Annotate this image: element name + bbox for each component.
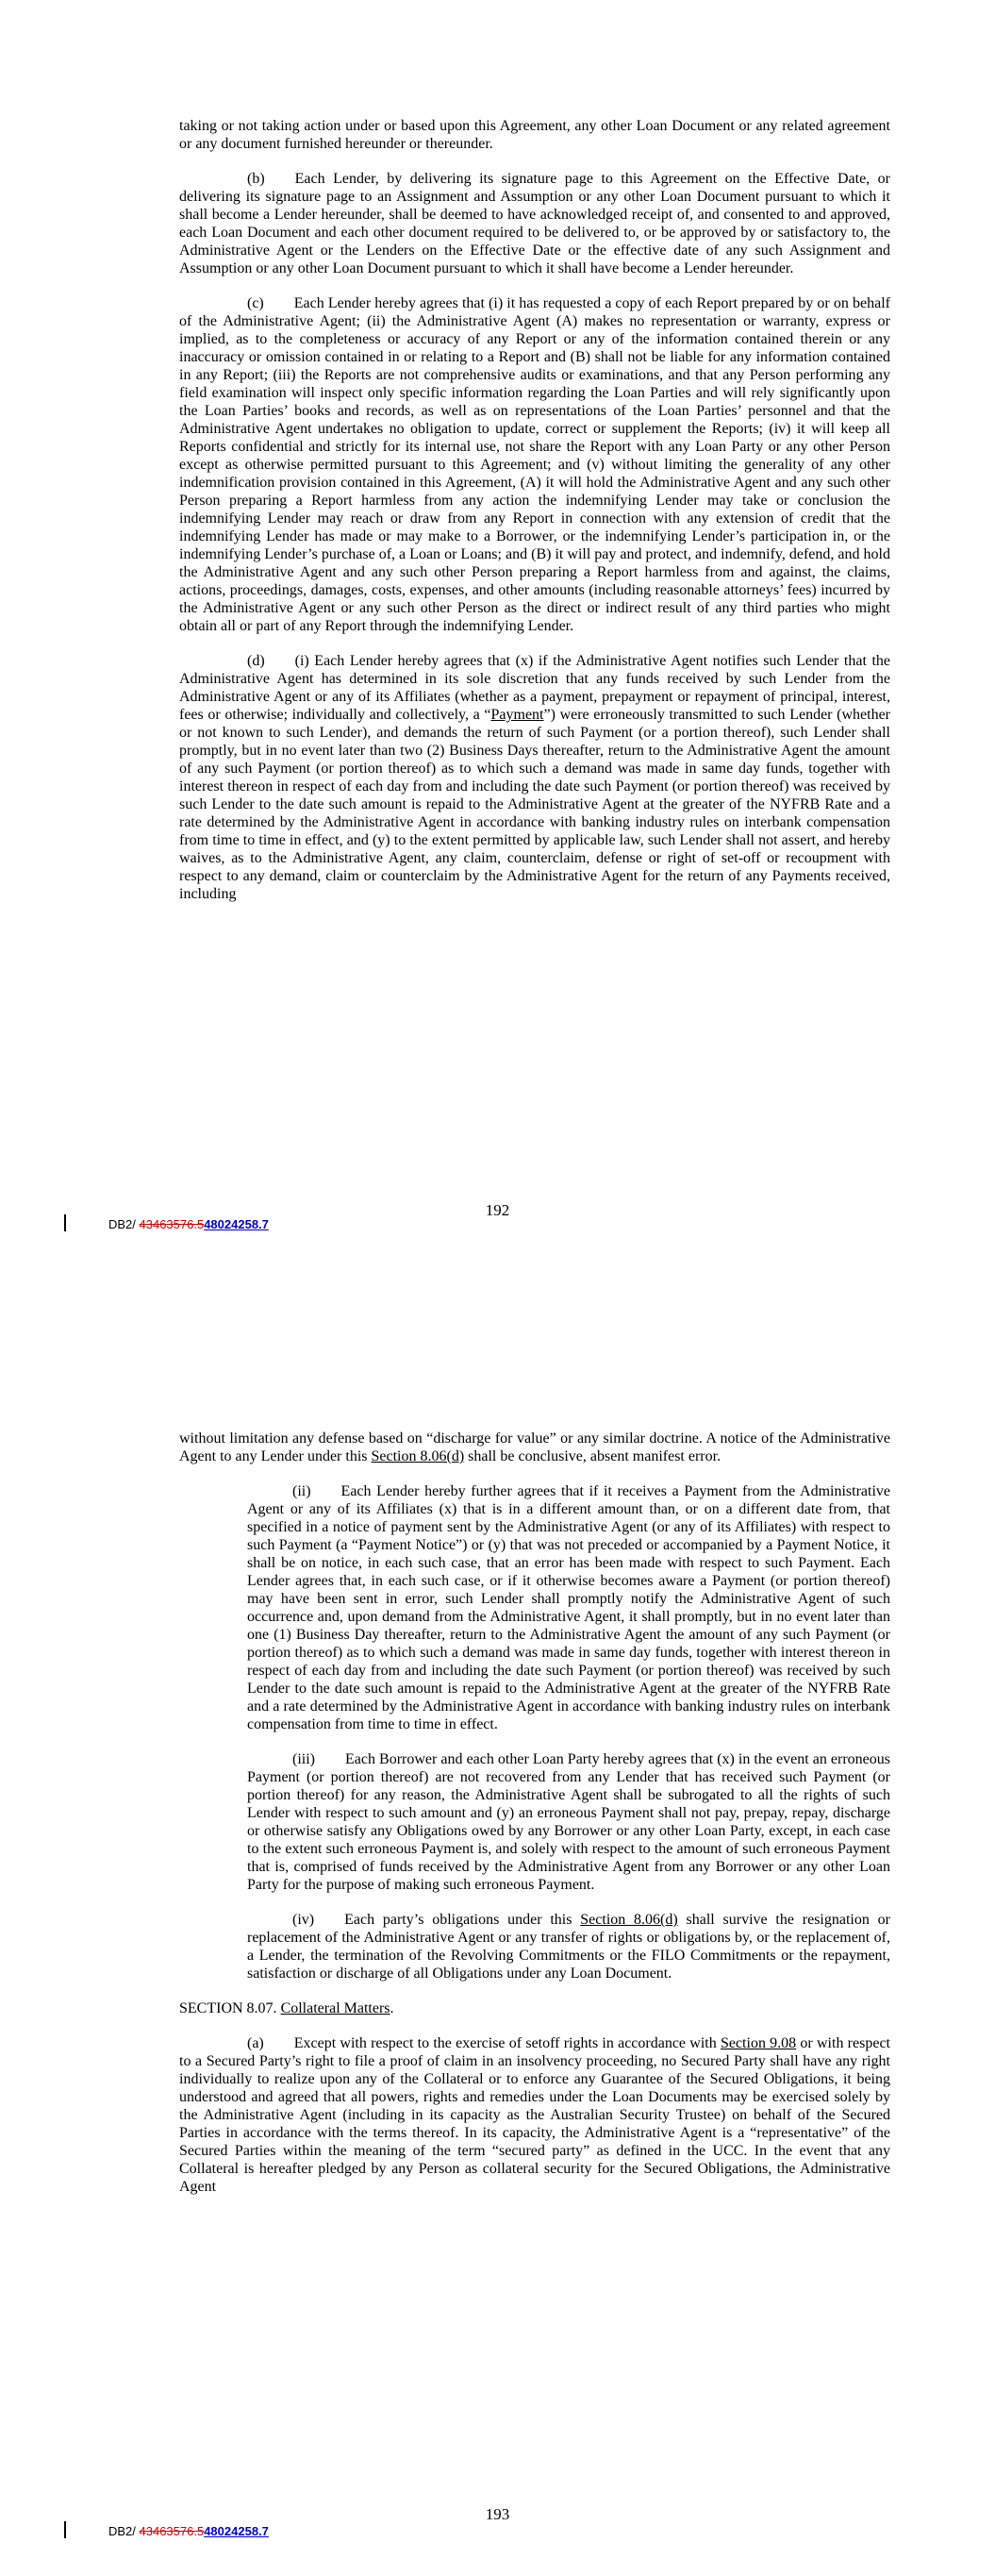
section-ref-link: Section 8.06(d) <box>580 1912 678 1928</box>
footer-deleted-id: 43463576.5 <box>139 2524 205 2538</box>
document-footer-id <box>108 1217 269 1231</box>
section-heading-suffix: . <box>390 2000 394 2016</box>
paragraph-iv <box>247 1911 890 1982</box>
section-ref-link: Section 8.06(d) <box>371 1448 465 1464</box>
page-number: 193 <box>485 2505 510 2523</box>
paragraph-d-text-1: (d) (i) Each Lender hereby agrees that (x) if the Administrative Agent notifies such Lender that the Administrative Agent has determined in its sole discretion that any funds received by such Lender from the Administrative Agent or any of its Affiliates (whether as a payment, prepayment or repayment of principal, interest, fees or otherwise; individually and collectively, a “ <box>179 653 890 723</box>
paragraph-continuation <box>179 1430 890 1465</box>
change-bar <box>64 2521 66 2538</box>
section-title: Collateral Matters <box>280 2000 390 2016</box>
page-body <box>179 117 890 920</box>
section-heading <box>179 1999 890 2017</box>
paragraph-b: (b) Each Lender, by delivering its signature page to this Agreement on the Effective Date, or delivering its signature page to an Assignment and Assumption or any other Loan Document pursuant to which it shall become a Lender hereunder, shall be deemed to have acknowledged receipt of, and consented to and approved, each Loan Document and each other document required to be delivered to, or be approved by or satisfactory to, the Administrative Agent or the Lenders on the Effective Date or the effective date of any such Assignment and Assumption or any other Loan Document pursuant to which it shall have become a Lender hereunder. <box>179 171 890 276</box>
section-ref-link: Section 9.08 <box>720 2035 797 2051</box>
paragraph-d <box>179 652 890 903</box>
paragraph-ii: (ii) Each Lender hereby further agrees that if it receives a Payment from the Administrative Agent or any of its Affiliates (x) that is in a different amount than, or on a different date from, that specified in a notice of payment sent by the Administrative Agent (or any of its Affiliates) with respect to such Payment (a “Payment Notice”) or (y) that was not preceded or accompanied by a Payment Notice, it shall be on notice, in each such case, that an error has been made with respect to such Payment. Each Lender agrees that, in each such case, or if it otherwise becomes aware a Payment (or portion thereof) may have been sent in error, such Lender shall promptly notify the Administrative Agent of such occurrence and, upon demand from the Administrative Agent, it shall promptly, but in no event later than one (1) Business Day thereafter, return to the Administrative Agent the amount of any such Payment (or portion thereof) as to which such a demand was made in same day funds, together with interest thereon in respect of each day from and including the date such Payment (or portion thereof) was received by such Lender to the date such amount is repaid to the Administrative Agent at the greater of the NYFRB Rate and a rate determined by the Administrative Agent in accordance with banking industry rules on interbank compensation from time to time in effect. <box>247 1483 890 1732</box>
footer-prefix: DB2/ <box>108 2524 140 2538</box>
change-bar <box>64 1214 66 1231</box>
paragraph-a-text-1: (a) Except with respect to the exercise of setoff rights in accordance with <box>247 2035 721 2051</box>
footer-prefix: DB2/ <box>108 1217 140 1231</box>
paragraph-a-text-2: or with respect to a Secured Party’s right to file a proof of claim in an insolvency proceeding, no Secured Party shall have any right individually to realize upon any of the Collateral or to enforce any Guarantee of the Secured Obligations, it being understood and agreed that all powers, rights and remedies under the Loan Documents may be exercised solely by the Administrative Agent (including in its capacity as the Australian Security Trustee) on behalf of the Secured Parties in accordance with the terms thereof. In its capacity, the Administrative Agent is a “representative” of the Secured Parties within the meaning of the term “secured party” as defined in the UCC. In the event that any Collateral is hereafter pledged by any Person as collateral security for the Secured Obligations, the Administrative Agent <box>179 2035 890 2195</box>
paragraph-d-text-2: ”) were erroneously transmitted to such Lender (whether or not known to such Lender), and demands the return of such Payment (or a portion thereof), such Lender shall promptly, but in no event later than two (2) Business Days thereafter, return to the Administrative Agent the amount of any such Payment (or portion thereof) as to which such a demand was made in same day funds, together with interest thereon in respect of each day from and including the date such Payment (or portion thereof) was received by such Lender to the date such amount is repaid to the Administrative Agent at the greater of the NYFRB Rate and a rate determined by the Administrative Agent in accordance with banking industry rules on interbank compensation from time to time in effect, and (y) to the extent permitted by applicable law, such Lender shall not assert, and hereby waives, as to the Administrative Agent, any claim, counterclaim, defense or right of set-off or recoupment with respect to any demand, claim or counterclaim by the Administrative Agent for the return of any Payments received, including <box>179 707 891 902</box>
document-footer-id <box>108 2524 269 2538</box>
paragraph-a <box>179 2034 890 2196</box>
paragraph-continuation: taking or not taking action under or based upon this Agreement, any other Loan Document or any related agreement or any document furnished hereunder or thereunder. <box>179 118 890 152</box>
footer-inserted-id: 48024258.7 <box>204 1217 269 1231</box>
document-page-192 <box>0 0 995 1250</box>
page-number: 192 <box>485 1201 510 1219</box>
section-number: SECTION 8.07. <box>179 2000 281 2016</box>
continuation-text-2: shall be conclusive, absent manifest error. <box>464 1448 721 1464</box>
document-page-193 <box>0 1250 995 2576</box>
paragraph-iv-text-2: shall survive the resignation or replacement of the Administrative Agent or any transfer of rights or obligations by, or the replacement of, a Lender, the termination of the Revolving Commitments or the FILO Commitments or the repayment, satisfaction or discharge of all Obligations under any Loan Document. <box>247 1912 890 1982</box>
page-body <box>179 1430 890 2213</box>
footer-deleted-id: 43463576.5 <box>139 1217 205 1231</box>
continuation-text-1: without limitation any defense based on “discharge for value” or any similar doctrine. A notice of the Administrative Agent to any Lender under this <box>179 1430 890 1464</box>
defined-term-payment: Payment <box>490 707 544 723</box>
paragraph-iv-text-1: (iv) Each party’s obligations under this <box>292 1912 581 1928</box>
footer-inserted-id: 48024258.7 <box>204 2524 269 2538</box>
paragraph-c: (c) Each Lender hereby agrees that (i) it has requested a copy of each Report prepared by or on behalf of the Administrative Agent; (ii) the Administrative Agent (A) makes no representation or warranty, express or implied, as to the completeness or accuracy of any Report or any of the information contained therein or any inaccuracy or omission contained in or relating to a Report and (B) shall not be liable for any information contained in any Report; (iii) the Reports are not comprehensive audits or examinations, and that any Person performing any field examination will inspect only specific information regarding the Loan Parties and will rely significantly upon the Loan Parties’ books and records, as well as on representations of the Loan Parties’ personnel and that the Administrative Agent undertakes no obligation to update, correct or supplement the Reports; (iv) it will keep all Reports confidential and strictly for its internal use, not share the Report with any Loan Party or any other Person except as otherwise permitted pursuant to this Agreement; and (v) without limiting the generality of any other indemnification provision contained in this Agreement, (A) it will hold the Administrative Agent and any such other Person preparing a Report harmless from any action the indemnifying Lender may take or conclusion the indemnifying Lender may reach or draw from any Report in connection with any extension of credit that the indemnifying Lender has made or may make to a Borrower, or the indemnifying Lender’s participation in, or the indemnifying Lender’s purchase of, a Loan or Loans; and (B) it will pay and protect, and indemnify, defend, and hold the Administrative Agent and any such other Person preparing a Report harmless from and against, the claims, actions, proceedings, damages, costs, expenses, and other amounts (including reasonable attorneys’ fees) incurred by the Administrative Agent or any such other Person as the direct or indirect result of any third parties who might obtain all or part of any Report through the indemnifying Lender. <box>179 295 890 634</box>
paragraph-iii: (iii) Each Borrower and each other Loan Party hereby agrees that (x) in the event an erroneous Payment (or portion thereof) are not recovered from any Lender that has received such Payment (or portion thereof) for any reason, the Administrative Agent shall be subrogated to all the rights of such Lender with respect to such amount and (y) an erroneous Payment shall not pay, prepay, repay, discharge or otherwise satisfy any Obligations owed by any Borrower or any other Loan Party, except, in each case to the extent such erroneous Payment is, and solely with respect to the amount of such erroneous Payment that is, comprised of funds received by the Administrative Agent from any Borrower or any other Loan Party for the purpose of making such erroneous Payment. <box>247 1751 890 1893</box>
